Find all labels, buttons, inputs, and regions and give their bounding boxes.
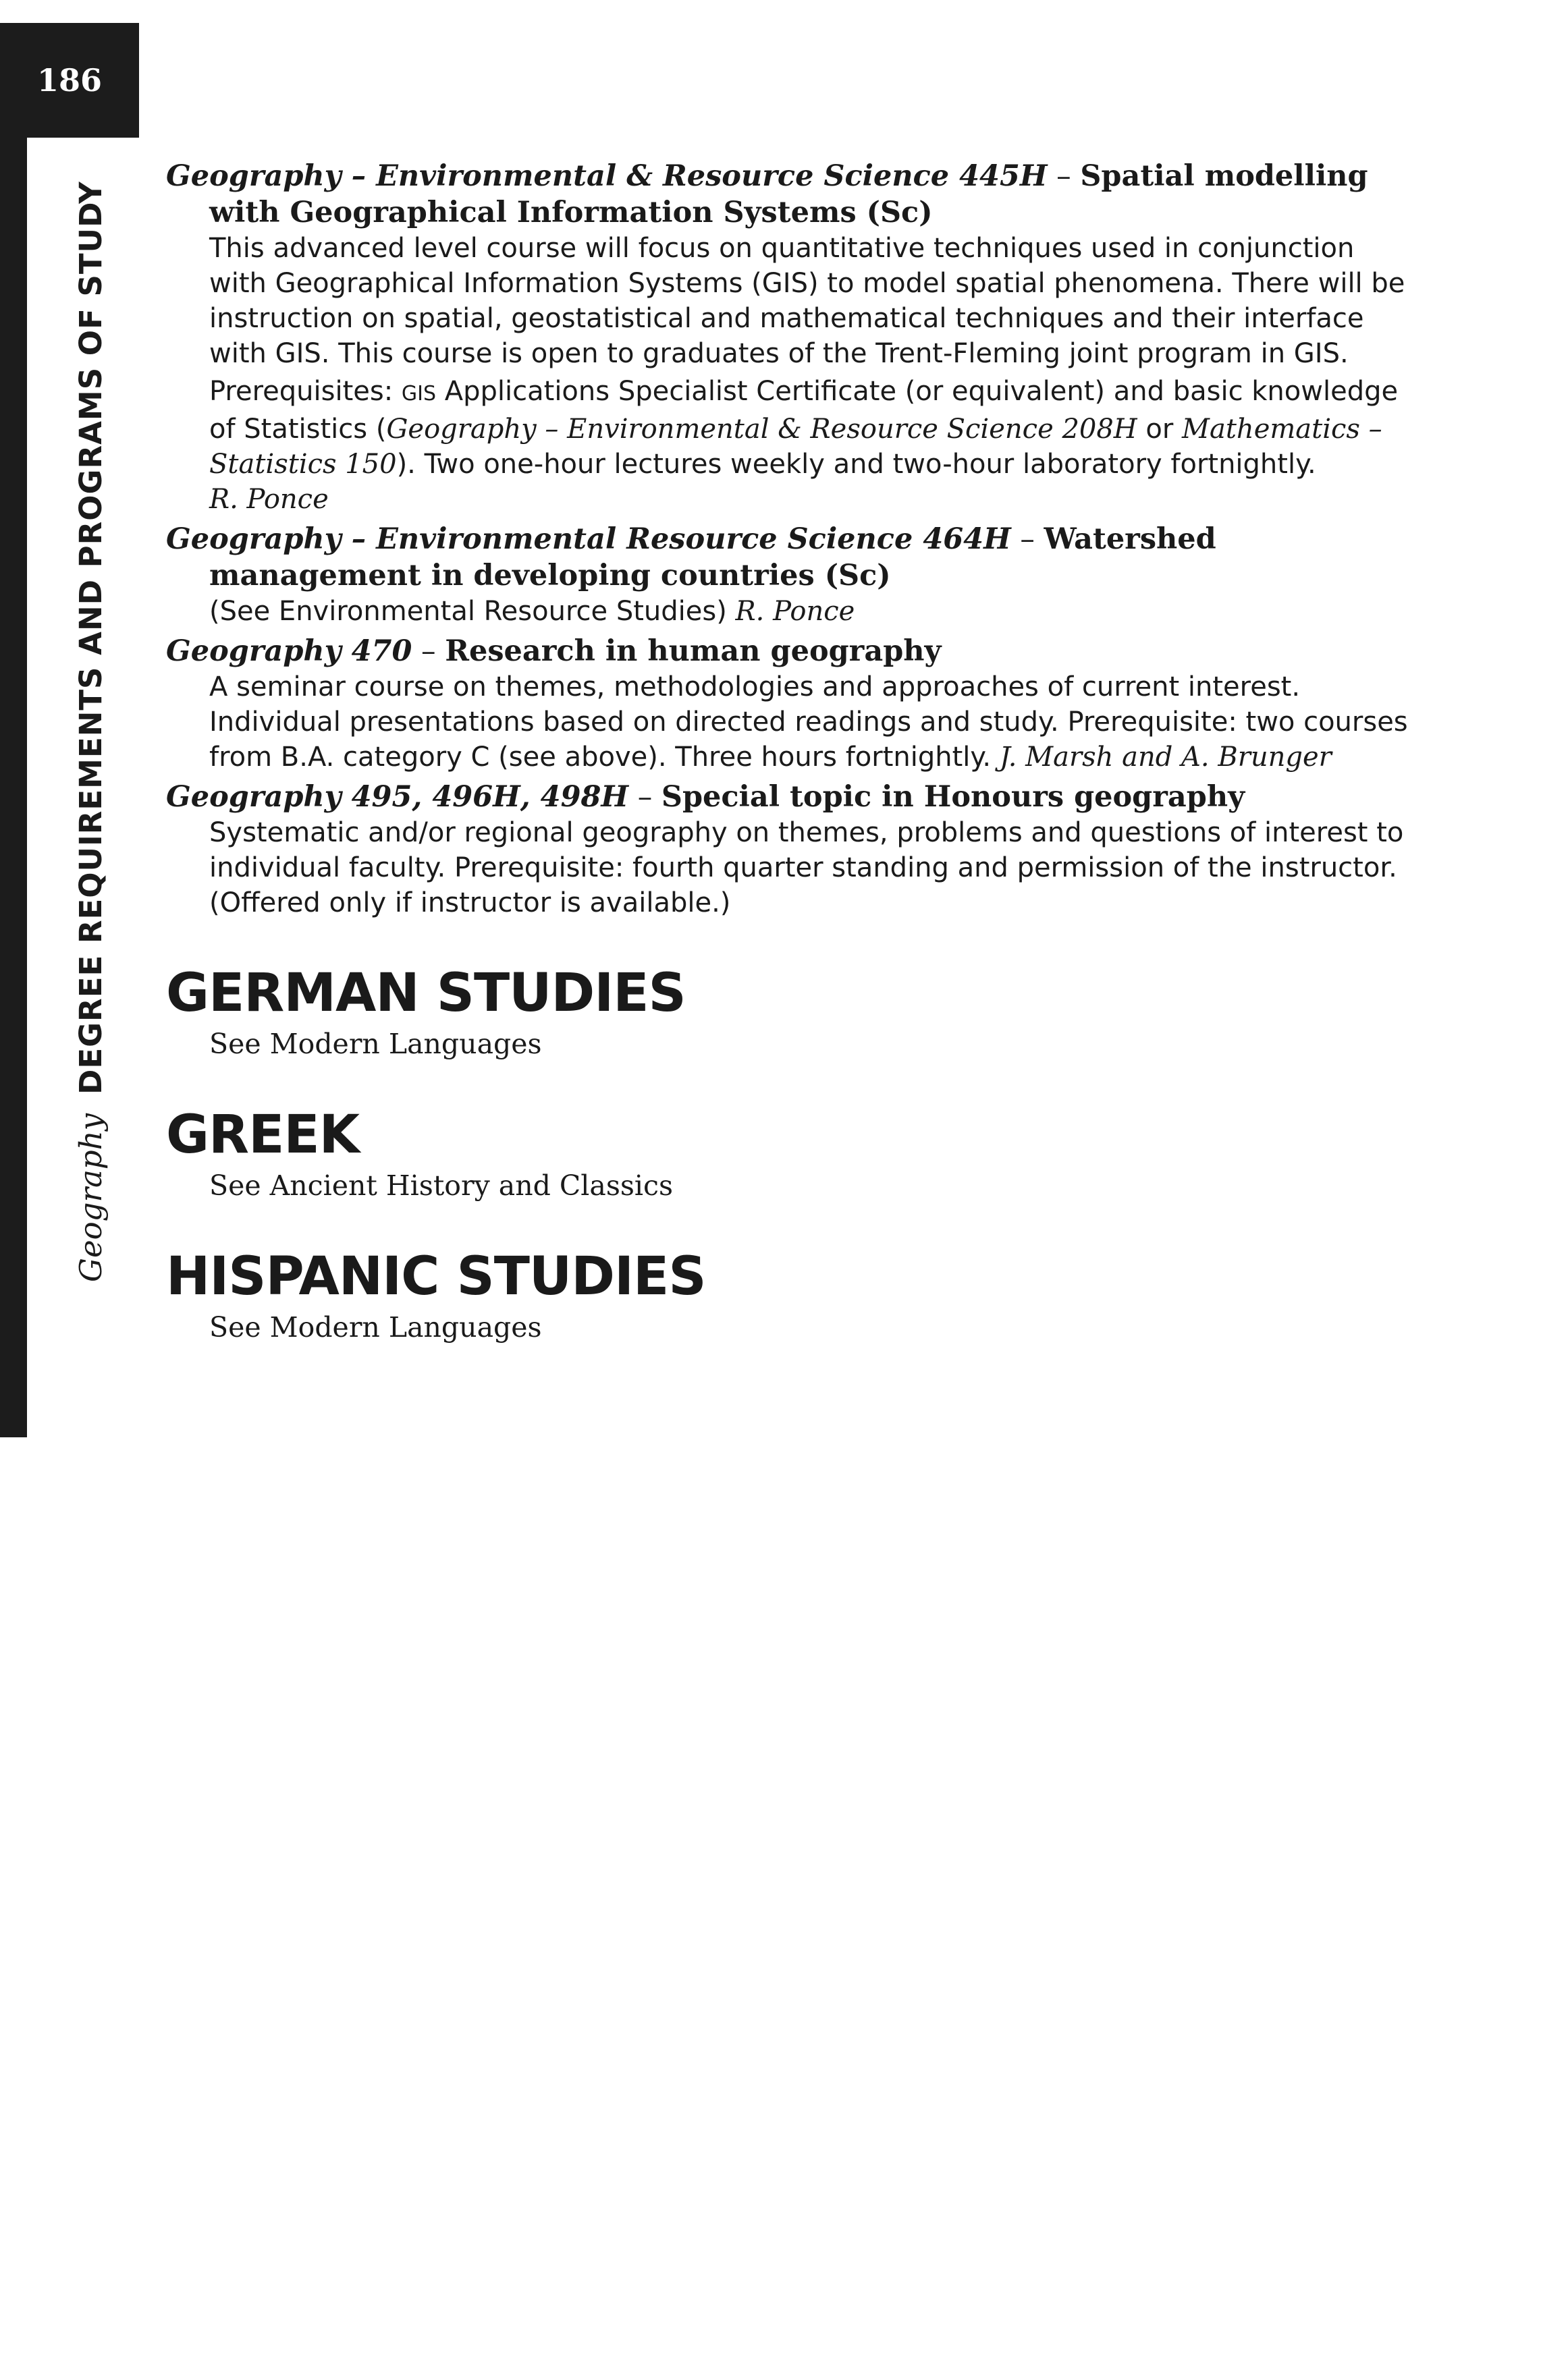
course-entry [166,779,1415,920]
course-entry [166,521,1415,629]
side-label-chapter: DEGREE REQUIREMENTS AND PROGRAMS OF STUDY [73,181,109,1095]
page-number: 186 [0,23,139,138]
course-code: Geography 470 [166,634,412,668]
course-code: Geography – Environmental & Resource Science 445H [166,159,1048,193]
course-description: (See Environmental Resource Studies) R. Ponce [209,596,855,627]
section-cross-reference: See Modern Languages [209,1028,542,1060]
course-title: Geography 495, 496H, 498H – Special topic in Honours geography [166,780,1245,814]
course-title: Geography – Environmental & Resource Science 445H – Spatial modelling with Geographical Information Systems (Sc) [166,159,1368,229]
section-greek [166,1103,1415,1204]
section-heading: HISPANIC STUDIES [166,1246,706,1307]
course-name: Spatial modelling with Geographical Information Systems (Sc) [209,159,1368,229]
course-instructor: R. Ponce [735,596,855,627]
section-cross-reference: See Ancient History and Classics [209,1169,674,1202]
course-name: Watershed management in developing countries (Sc) [209,522,1216,592]
section-heading: GERMAN STUDIES [166,963,686,1024]
course-prerequisites: Prerequisites: GIS Applications Specialist Certificate (or equivalent) and basic knowledge of Statistics (Geography – Environmental & Resource Science 208H or Mathematics – Statistics 150). Two one-hour lectures weekly and two-hour laboratory fortnightly. R. Ponce [209,376,1399,515]
course-title: Geography 470 – Research in human geography [166,634,942,668]
section-hispanic-studies [166,1244,1415,1346]
course-code: Geography 495, 496H, 498H [166,780,629,814]
course-title: Geography – Environmental Resource Science 464H – Watershed management in developing countries (Sc) [166,522,1216,592]
course-description: A seminar course on themes, methodologies and approaches of current interest. Individual presentations based on directed readings and study. Prerequisite: two courses from B.A. category C (see above). Three hours fortnightly. J. Marsh and A. Brunger [209,671,1408,773]
side-bar [0,138,27,1437]
side-running-head [73,181,109,1282]
page-content [166,158,1415,1346]
course-entry [166,633,1415,775]
section-cross-reference: See Modern Languages [209,1311,542,1344]
course-entry [166,158,1415,517]
course-description: Systematic and/or regional geography on themes, problems and questions of interest to individual faculty. Prerequisite: fourth quarter standing and permission of the instructor. (Offered only if instructor is available.) [209,817,1404,918]
course-description: This advanced level course will focus on quantitative techniques used in conjunction with Geographical Information Systems (GIS) to model spatial phenomena. There will be instruction on spatial, geostatistical and mathematical techniques and their interface with GIS. This course is open to graduates of the Trent-Fleming joint program in GIS. Prerequisites: GIS Applications Specialist Certificate (or equivalent) and basic knowledge of Statistics (Geography – Environmental & Resource Science 208H or Mathematics – Statistics 150). Two one-hour lectures weekly and two-hour laboratory fortnightly. R. Ponce [166,231,1415,517]
course-instructor: J. Marsh and A. Brunger [999,742,1332,773]
course-code: Geography – Environmental Resource Science 464H [166,522,1011,556]
course-instructor: R. Ponce [209,484,329,515]
side-label-subject: Geography [73,1113,109,1282]
section-german-studies [166,961,1415,1062]
course-name: Special topic in Honours geography [661,780,1245,814]
section-heading: GREEK [166,1105,360,1165]
course-name: Research in human geography [445,634,942,668]
